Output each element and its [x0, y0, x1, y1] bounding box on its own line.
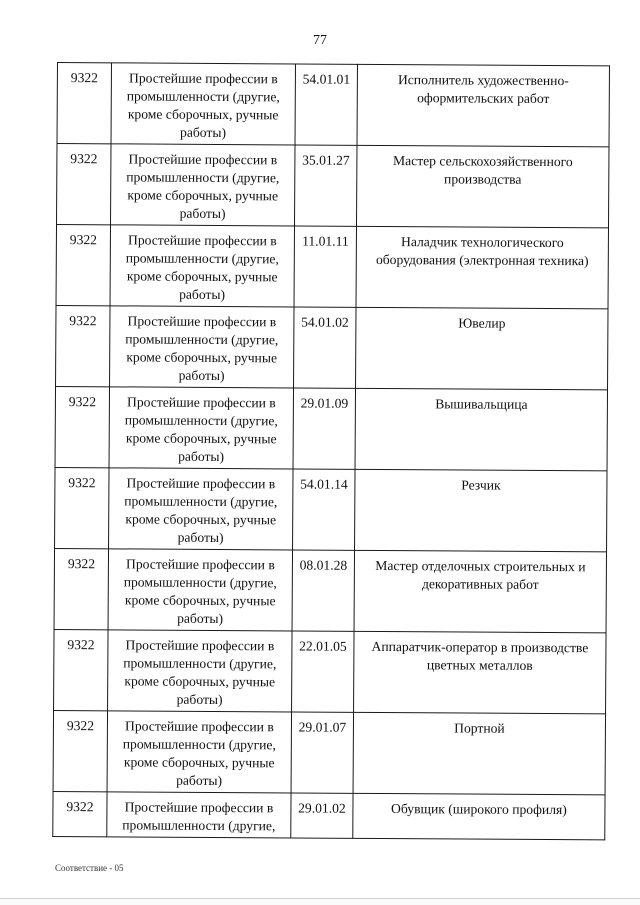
table-row: [54, 548, 606, 632]
okz-code-cell: 9322: [54, 629, 108, 710]
footer-note: Соответствие - 05: [55, 863, 124, 873]
profession-name-cell: Обувщик (широкого профиля): [353, 793, 605, 840]
profession-name-cell: Наладчик технологического оборудования (электронная техника): [356, 226, 608, 309]
table-row: [56, 305, 608, 389]
profession-code-cell: 29.01.07: [291, 712, 353, 793]
occupation-group-cell: Простейшие профессии в промышленности (другие, кроме сборочных, ручные работы): [108, 630, 292, 712]
table-row: [55, 467, 607, 551]
occupation-group-cell: Простейшие профессии в промышленности (другие, кроме сборочных, ручные работы): [108, 549, 292, 631]
occupation-group-cell: Простейшие профессии в промышленности (другие, кроме сборочных, ручные работы): [109, 468, 293, 550]
okz-code-cell: 9322: [56, 225, 110, 306]
profession-name-cell: Ювелир: [356, 307, 608, 390]
profession-name-cell: Резчик: [355, 469, 607, 552]
occupation-table-container: [52, 62, 610, 840]
profession-name-cell: Портной: [353, 712, 605, 795]
profession-name-cell: Исполнитель художественно-оформительских работ: [357, 64, 609, 147]
page-number: 77: [313, 33, 327, 48]
okz-code-cell: 9322: [53, 791, 107, 836]
table-row: [55, 386, 607, 470]
profession-code-cell: 54.01.02: [294, 307, 356, 388]
occupation-group-cell: Простейшие профессии в промышленности (другие, кроме сборочных, ручные работы): [107, 711, 291, 793]
occupation-group-cell: Простейшие профессии в промышленности (другие, кроме сборочных, ручные работы): [111, 144, 295, 226]
table-row: [53, 710, 605, 794]
okz-code-cell: 9322: [57, 63, 111, 144]
profession-name-cell: Аппаратчик-оператор в производстве цветных металлов: [354, 631, 606, 714]
okz-code-cell: 9322: [55, 467, 109, 548]
profession-code-cell: 11.01.11: [294, 226, 356, 307]
okz-code-cell: 9322: [56, 305, 110, 386]
profession-code-cell: 54.01.14: [293, 469, 355, 550]
occupation-group-cell: Простейшие профессии в промышленности (другие, кроме сборочных, ручные работы): [110, 306, 294, 388]
table-row: [54, 629, 606, 713]
profession-code-cell: 08.01.28: [292, 550, 354, 631]
okz-code-cell: 9322: [55, 386, 109, 467]
profession-code-cell: 54.01.01: [295, 64, 357, 145]
table-row: [56, 225, 608, 309]
okz-code-cell: 9322: [54, 548, 108, 629]
profession-name-cell: Мастер сельскохозяйственного производства: [357, 145, 609, 228]
table-row: [57, 144, 609, 228]
occupation-table: [52, 62, 610, 840]
occupation-group-cell: Простейшие профессии в промышленности (другие, кроме сборочных, ручные работы): [111, 63, 295, 145]
profession-code-cell: 29.01.09: [293, 388, 355, 469]
table-row: [57, 63, 609, 147]
table-row: [53, 791, 605, 839]
occupation-group-cell: Простейшие профессии в промышленности (другие,: [107, 792, 291, 838]
scan-edge: [0, 898, 640, 905]
profession-name-cell: Вышивальщица: [355, 388, 607, 471]
profession-code-cell: 35.01.27: [295, 145, 357, 226]
profession-code-cell: 29.01.02: [291, 793, 353, 838]
okz-code-cell: 9322: [53, 710, 107, 791]
profession-code-cell: 22.01.05: [292, 631, 354, 712]
occupation-group-cell: Простейшие профессии в промышленности (другие, кроме сборочных, ручные работы): [109, 387, 293, 469]
profession-name-cell: Мастер отделочных строительных и декоративных работ: [354, 550, 606, 633]
okz-code-cell: 9322: [57, 144, 111, 225]
occupation-group-cell: Простейшие профессии в промышленности (другие, кроме сборочных, ручные работы): [110, 225, 294, 307]
